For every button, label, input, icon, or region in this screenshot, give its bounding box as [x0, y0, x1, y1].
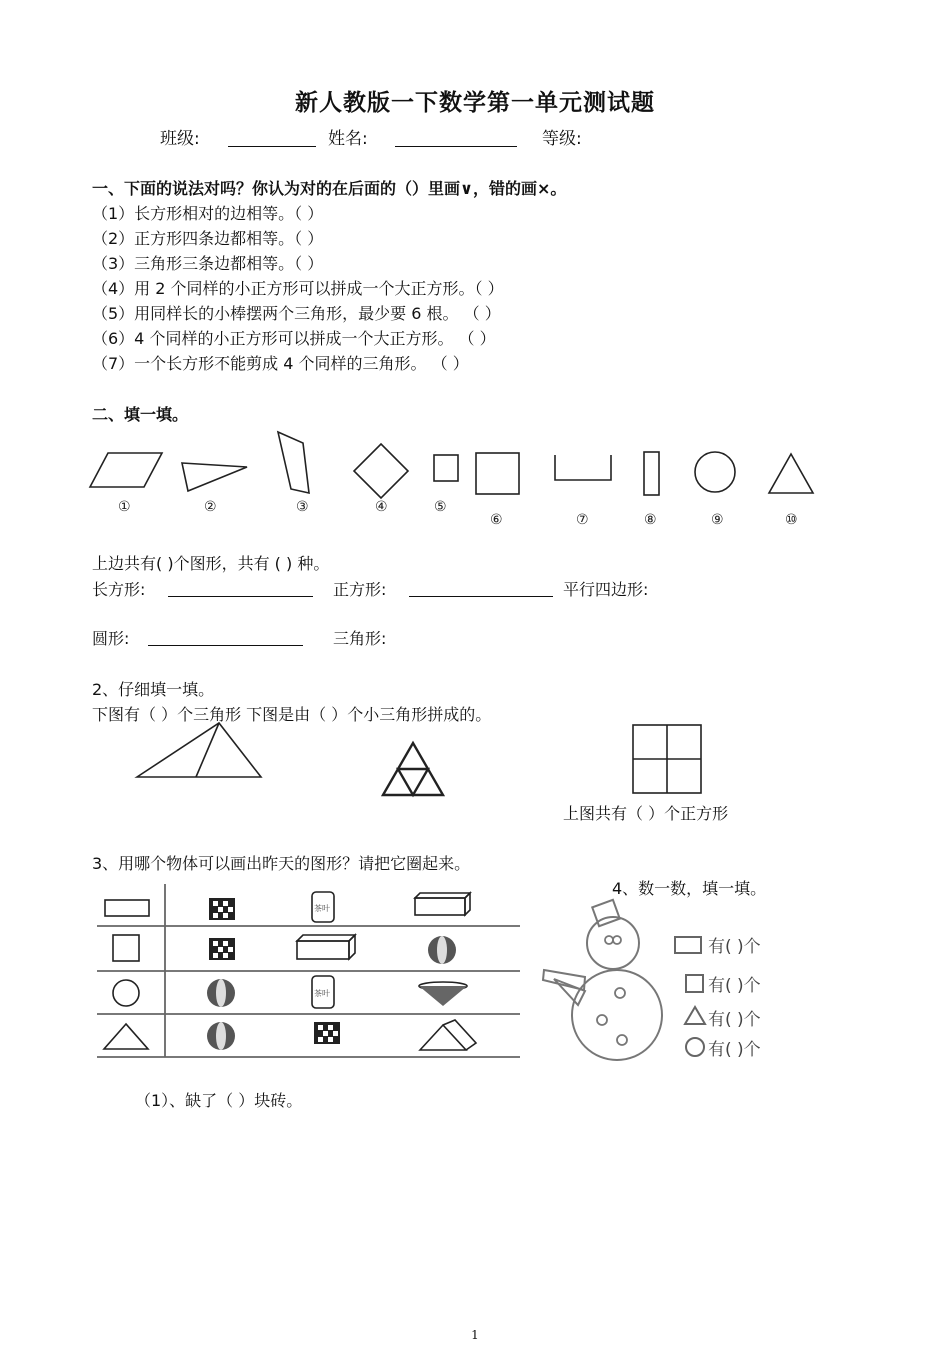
shape-number-1: ① [118, 499, 131, 515]
shape-number-9: ⑨ [711, 512, 724, 528]
q4-triangle-count: 有( )个 [708, 1010, 761, 1030]
open-rectangle-shape-7 [555, 455, 611, 480]
diamond-square-shape-4 [354, 444, 408, 498]
q2-square-caption: 上图共有（ ）个正方形 [563, 804, 729, 823]
count-question: 上边共有( )个图形，共有 ( ) 种。 [92, 554, 330, 573]
box-icon [297, 935, 355, 959]
triangular-prism-icon [420, 1020, 476, 1050]
q5-missing-bricks: （1）、缺了（ ）块砖。 [135, 1091, 303, 1110]
legend-circle-icon [686, 1038, 704, 1056]
shape-number-10: ⑩ [785, 512, 798, 528]
shape-number-8: ⑧ [644, 512, 657, 528]
page-title: 新人教版一下数学第一单元测试题 [295, 90, 655, 116]
checkered-cube-icon [314, 1022, 340, 1044]
square-grid-figure [633, 725, 701, 793]
triangle-label: 三角形: [333, 629, 387, 648]
shape-number-4: ④ [375, 499, 388, 515]
q3-title: 3、用哪个物体可以画出昨天的图形？请把它圈起来。 [92, 854, 471, 873]
ball-icon [207, 1022, 235, 1050]
shapes-row [0, 425, 950, 535]
rectangle-label: 长方形: [92, 580, 146, 599]
circle-label: 圆形: [92, 629, 130, 648]
class-field[interactable] [228, 128, 316, 147]
parallelogram-shape-1 [90, 453, 162, 487]
cone-icon [419, 982, 467, 1006]
triangle-shape-2 [182, 463, 247, 491]
checkered-cube-icon [209, 938, 235, 960]
svg-text:茶叶: 茶叶 [314, 904, 330, 913]
shape-number-7: ⑦ [576, 512, 589, 528]
box-icon [415, 893, 470, 915]
legend-rectangle-icon [675, 937, 701, 953]
q4-snowman-figure [540, 895, 830, 1070]
svg-text:茶叶: 茶叶 [314, 989, 330, 998]
statement-1: （1）长方形相对的边相等。（ ） [92, 204, 324, 223]
shape-number-3: ③ [296, 499, 309, 515]
snowman-icon [543, 900, 662, 1060]
ball-icon [207, 979, 235, 1007]
q2-title: 2、仔细填一填。 [92, 680, 215, 699]
square-label: 正方形: [333, 580, 387, 599]
q2-figures [0, 715, 950, 815]
checkered-cube-icon [209, 898, 235, 920]
tea-can-icon [312, 892, 334, 922]
statement-3: （3）三角形三条边都相等。（ ） [92, 254, 324, 273]
target-rectangle-icon [105, 900, 149, 916]
q4-square-count: 有( )个 [708, 976, 761, 996]
parallelogram-label: 平行四边形: [563, 580, 649, 599]
square-answer-field[interactable] [409, 578, 553, 597]
small-square-shape-5 [434, 455, 458, 481]
triangle-shape-10 [769, 454, 813, 493]
circle-answer-field[interactable] [148, 627, 303, 646]
tea-can-icon [312, 976, 334, 1008]
legend-square-icon [686, 975, 703, 992]
q2-question: 下图有（ ）个三角形 下图是由（ ）个小三角形拼成的。 [92, 705, 492, 724]
q3-object-table [0, 880, 540, 1070]
statement-4: （4）用 2 个同样的小正方形可以拼成一个大正方形。（ ） [92, 279, 504, 298]
section1-heading: 一、下面的说法对吗？你认为对的在后面的（）里画∨，错的画×。 [92, 179, 567, 198]
q4-rectangle-count: 有( )个 [708, 937, 761, 957]
page-number: 1 [471, 1328, 479, 1342]
q4-circle-count: 有( )个 [708, 1040, 761, 1060]
target-triangle-icon [104, 1024, 148, 1049]
section2-heading: 二、填一填。 [92, 405, 189, 424]
target-square-icon [113, 935, 139, 961]
thin-rectangle-shape-8 [644, 452, 659, 495]
statement-7: （7）一个长方形不能剪成 4 个同样的三角形。 （ ） [92, 354, 469, 373]
legend-triangle-icon [685, 1007, 705, 1024]
class-label: 班级: [160, 129, 200, 149]
shape-number-2: ② [204, 499, 217, 515]
name-field[interactable] [395, 128, 517, 147]
rectangle-answer-field[interactable] [168, 578, 313, 597]
q4-title: 4、数一数，填一填。 [612, 879, 767, 898]
ball-icon [428, 936, 456, 964]
square-shape-6 [476, 453, 519, 494]
shape-number-6: ⑥ [490, 512, 503, 528]
shape-number-5: ⑤ [434, 499, 447, 515]
circle-shape-9 [695, 452, 735, 492]
name-label: 姓名: [328, 129, 368, 149]
small-triangles-figure [383, 743, 443, 795]
triangle-count-figure [137, 723, 261, 777]
quadrilateral-shape-3 [278, 432, 309, 493]
statement-2: （2）正方形四条边都相等。（ ） [92, 229, 324, 248]
grade-label: 等级: [542, 129, 582, 149]
target-circle-icon [113, 980, 139, 1006]
statement-5: （5）用同样长的小棒摆两个三角形，最少要 6 根。 （ ） [92, 304, 501, 323]
statement-6: （6）4 个同样的小正方形可以拼成一个大正方形。 （ ） [92, 329, 496, 348]
